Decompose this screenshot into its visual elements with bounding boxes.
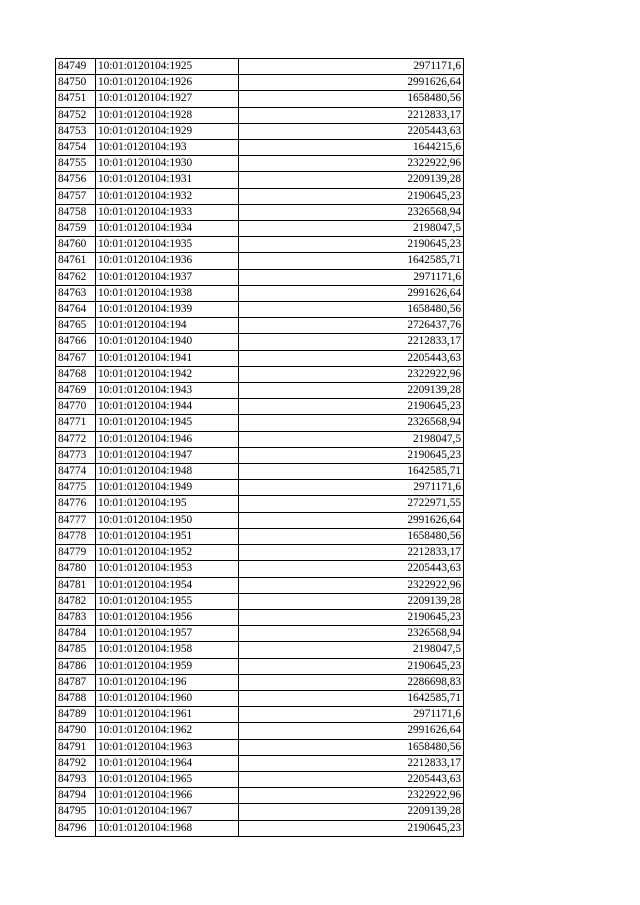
row-number-cell: 84794: [56, 788, 96, 804]
value-cell: 2212833,17: [239, 545, 464, 561]
table-row: [56, 755, 464, 771]
value-cell: 2971171,6: [239, 269, 464, 285]
table-row: [56, 285, 464, 301]
value-cell: 2190645,23: [239, 237, 464, 253]
cadastral-number-cell: 10:01:0120104:1932: [96, 188, 239, 204]
table-row: [56, 415, 464, 431]
row-number-cell: 84763: [56, 285, 96, 301]
table-row: [56, 464, 464, 480]
cadastral-number-cell: 10:01:0120104:1946: [96, 431, 239, 447]
cadastral-number-cell: 10:01:0120104:1966: [96, 788, 239, 804]
table-row: [56, 383, 464, 399]
value-cell: 1642585,71: [239, 464, 464, 480]
value-cell: 2212833,17: [239, 107, 464, 123]
cadastral-number-cell: 10:01:0120104:1934: [96, 221, 239, 237]
cadastral-number-cell: 10:01:0120104:1951: [96, 528, 239, 544]
table-row: [56, 75, 464, 91]
cadastral-number-cell: 10:01:0120104:194: [96, 318, 239, 334]
cadastral-number-cell: 10:01:0120104:1968: [96, 820, 239, 836]
value-cell: 2322922,96: [239, 366, 464, 382]
row-number-cell: 84761: [56, 253, 96, 269]
value-cell: 2326568,94: [239, 626, 464, 642]
value-cell: 2209139,28: [239, 383, 464, 399]
row-number-cell: 84760: [56, 237, 96, 253]
table-row: [56, 739, 464, 755]
cadastral-number-cell: 10:01:0120104:1929: [96, 123, 239, 139]
cadastral-number-cell: 10:01:0120104:1925: [96, 59, 239, 75]
value-cell: 2971171,6: [239, 480, 464, 496]
row-number-cell: 84790: [56, 723, 96, 739]
table-row: [56, 91, 464, 107]
table-row: [56, 334, 464, 350]
value-cell: 1658480,56: [239, 739, 464, 755]
value-cell: 2190645,23: [239, 820, 464, 836]
row-number-cell: 84787: [56, 674, 96, 690]
table-row: [56, 626, 464, 642]
table-row: [56, 188, 464, 204]
cadastral-number-cell: 10:01:0120104:1955: [96, 593, 239, 609]
cadastral-number-cell: 10:01:0120104:1964: [96, 755, 239, 771]
cadastral-number-cell: 10:01:0120104:1962: [96, 723, 239, 739]
cadastral-number-cell: 10:01:0120104:1954: [96, 577, 239, 593]
table-row: [56, 771, 464, 787]
table-row: [56, 399, 464, 415]
table-row: [56, 253, 464, 269]
cadastral-number-cell: 10:01:0120104:1937: [96, 269, 239, 285]
row-number-cell: 84753: [56, 123, 96, 139]
value-cell: 2209139,28: [239, 172, 464, 188]
table-row: [56, 804, 464, 820]
cadastral-number-cell: 10:01:0120104:1930: [96, 156, 239, 172]
row-number-cell: 84758: [56, 204, 96, 220]
row-number-cell: 84777: [56, 512, 96, 528]
cadastral-number-cell: 10:01:0120104:1943: [96, 383, 239, 399]
value-cell: 2991626,64: [239, 285, 464, 301]
value-cell: 2991626,64: [239, 512, 464, 528]
row-number-cell: 84756: [56, 172, 96, 188]
document-table-wrapper: [55, 58, 464, 837]
table-row: [56, 593, 464, 609]
cadastral-number-cell: 10:01:0120104:1928: [96, 107, 239, 123]
row-number-cell: 84778: [56, 528, 96, 544]
row-number-cell: 84749: [56, 59, 96, 75]
row-number-cell: 84754: [56, 140, 96, 156]
cadastral-number-cell: 10:01:0120104:1953: [96, 561, 239, 577]
cadastral-number-cell: 10:01:0120104:1948: [96, 464, 239, 480]
row-number-cell: 84752: [56, 107, 96, 123]
cadastral-number-cell: 10:01:0120104:1961: [96, 707, 239, 723]
value-cell: 2726437,76: [239, 318, 464, 334]
value-cell: 2190645,23: [239, 609, 464, 625]
row-number-cell: 84780: [56, 561, 96, 577]
table-row: [56, 156, 464, 172]
value-cell: 2326568,94: [239, 204, 464, 220]
value-cell: 2991626,64: [239, 723, 464, 739]
cadastral-number-cell: 10:01:0120104:1960: [96, 690, 239, 706]
value-cell: 1658480,56: [239, 302, 464, 318]
row-number-cell: 84792: [56, 755, 96, 771]
value-cell: 2722971,55: [239, 496, 464, 512]
row-number-cell: 84762: [56, 269, 96, 285]
cadastral-number-cell: 10:01:0120104:1957: [96, 626, 239, 642]
value-cell: 1658480,56: [239, 528, 464, 544]
row-number-cell: 84772: [56, 431, 96, 447]
value-cell: 2971171,6: [239, 707, 464, 723]
row-number-cell: 84770: [56, 399, 96, 415]
value-cell: 2286698,83: [239, 674, 464, 690]
table-row: [56, 447, 464, 463]
cadastral-number-cell: 10:01:0120104:1942: [96, 366, 239, 382]
row-number-cell: 84779: [56, 545, 96, 561]
cadastral-value-table: [55, 58, 464, 837]
value-cell: 1658480,56: [239, 91, 464, 107]
row-number-cell: 84767: [56, 350, 96, 366]
value-cell: 2205443,63: [239, 123, 464, 139]
table-row: [56, 431, 464, 447]
table-row: [56, 480, 464, 496]
table-row: [56, 496, 464, 512]
row-number-cell: 84750: [56, 75, 96, 91]
table-row: [56, 204, 464, 220]
table-row: [56, 545, 464, 561]
row-number-cell: 84783: [56, 609, 96, 625]
row-number-cell: 84759: [56, 221, 96, 237]
value-cell: 2209139,28: [239, 804, 464, 820]
table-row: [56, 107, 464, 123]
cadastral-number-cell: 10:01:0120104:1927: [96, 91, 239, 107]
cadastral-number-cell: 10:01:0120104:1945: [96, 415, 239, 431]
table-row: [56, 140, 464, 156]
cadastral-number-cell: 10:01:0120104:1938: [96, 285, 239, 301]
cadastral-number-cell: 10:01:0120104:196: [96, 674, 239, 690]
row-number-cell: 84776: [56, 496, 96, 512]
cadastral-number-cell: 10:01:0120104:1926: [96, 75, 239, 91]
value-cell: 2322922,96: [239, 577, 464, 593]
value-cell: 2190645,23: [239, 188, 464, 204]
value-cell: 2205443,63: [239, 561, 464, 577]
row-number-cell: 84775: [56, 480, 96, 496]
cadastral-number-cell: 10:01:0120104:1952: [96, 545, 239, 561]
cadastral-number-cell: 10:01:0120104:1936: [96, 253, 239, 269]
row-number-cell: 84785: [56, 642, 96, 658]
cadastral-number-cell: 10:01:0120104:1947: [96, 447, 239, 463]
value-cell: 2326568,94: [239, 415, 464, 431]
table-row: [56, 642, 464, 658]
row-number-cell: 84773: [56, 447, 96, 463]
table-row: [56, 561, 464, 577]
table-row: [56, 350, 464, 366]
table-row: [56, 788, 464, 804]
value-cell: 2190645,23: [239, 447, 464, 463]
table-row: [56, 221, 464, 237]
row-number-cell: 84757: [56, 188, 96, 204]
cadastral-number-cell: 10:01:0120104:1941: [96, 350, 239, 366]
value-cell: 2212833,17: [239, 755, 464, 771]
table-row: [56, 123, 464, 139]
value-cell: 1642585,71: [239, 253, 464, 269]
row-number-cell: 84768: [56, 366, 96, 382]
value-cell: 2198047,5: [239, 431, 464, 447]
value-cell: 2971171,6: [239, 59, 464, 75]
table-row: [56, 690, 464, 706]
table-row: [56, 269, 464, 285]
cadastral-number-cell: 10:01:0120104:193: [96, 140, 239, 156]
value-cell: 2205443,63: [239, 350, 464, 366]
value-cell: 2322922,96: [239, 788, 464, 804]
table-row: [56, 172, 464, 188]
cadastral-number-cell: 10:01:0120104:1967: [96, 804, 239, 820]
row-number-cell: 84791: [56, 739, 96, 755]
table-row: [56, 512, 464, 528]
row-number-cell: 84782: [56, 593, 96, 609]
value-cell: 2198047,5: [239, 642, 464, 658]
table-row: [56, 723, 464, 739]
cadastral-number-cell: 10:01:0120104:1939: [96, 302, 239, 318]
row-number-cell: 84751: [56, 91, 96, 107]
table-row: [56, 820, 464, 836]
cadastral-number-cell: 10:01:0120104:1950: [96, 512, 239, 528]
cadastral-number-cell: 10:01:0120104:1931: [96, 172, 239, 188]
value-cell: 1642585,71: [239, 690, 464, 706]
row-number-cell: 84796: [56, 820, 96, 836]
value-cell: 2190645,23: [239, 658, 464, 674]
cadastral-number-cell: 10:01:0120104:1959: [96, 658, 239, 674]
value-cell: 2991626,64: [239, 75, 464, 91]
cadastral-number-cell: 10:01:0120104:1935: [96, 237, 239, 253]
value-cell: 2205443,63: [239, 771, 464, 787]
cadastral-number-cell: 10:01:0120104:1940: [96, 334, 239, 350]
table-row: [56, 528, 464, 544]
row-number-cell: 84788: [56, 690, 96, 706]
row-number-cell: 84765: [56, 318, 96, 334]
value-cell: 2322922,96: [239, 156, 464, 172]
row-number-cell: 84771: [56, 415, 96, 431]
row-number-cell: 84784: [56, 626, 96, 642]
table-row: [56, 674, 464, 690]
row-number-cell: 84781: [56, 577, 96, 593]
row-number-cell: 84786: [56, 658, 96, 674]
table-row: [56, 318, 464, 334]
value-cell: 2190645,23: [239, 399, 464, 415]
table-row: [56, 609, 464, 625]
cadastral-number-cell: 10:01:0120104:1958: [96, 642, 239, 658]
cadastral-number-cell: 10:01:0120104:195: [96, 496, 239, 512]
table-row: [56, 707, 464, 723]
table-row: [56, 302, 464, 318]
row-number-cell: 84764: [56, 302, 96, 318]
row-number-cell: 84755: [56, 156, 96, 172]
row-number-cell: 84766: [56, 334, 96, 350]
table-row: [56, 366, 464, 382]
value-cell: 2212833,17: [239, 334, 464, 350]
cadastral-number-cell: 10:01:0120104:1956: [96, 609, 239, 625]
row-number-cell: 84769: [56, 383, 96, 399]
cadastral-number-cell: 10:01:0120104:1949: [96, 480, 239, 496]
cadastral-number-cell: 10:01:0120104:1963: [96, 739, 239, 755]
table-body: [56, 59, 464, 837]
row-number-cell: 84793: [56, 771, 96, 787]
value-cell: 1644215,6: [239, 140, 464, 156]
table-row: [56, 658, 464, 674]
row-number-cell: 84774: [56, 464, 96, 480]
cadastral-number-cell: 10:01:0120104:1965: [96, 771, 239, 787]
row-number-cell: 84789: [56, 707, 96, 723]
table-row: [56, 59, 464, 75]
row-number-cell: 84795: [56, 804, 96, 820]
table-row: [56, 237, 464, 253]
value-cell: 2209139,28: [239, 593, 464, 609]
cadastral-number-cell: 10:01:0120104:1944: [96, 399, 239, 415]
value-cell: 2198047,5: [239, 221, 464, 237]
table-row: [56, 577, 464, 593]
cadastral-number-cell: 10:01:0120104:1933: [96, 204, 239, 220]
